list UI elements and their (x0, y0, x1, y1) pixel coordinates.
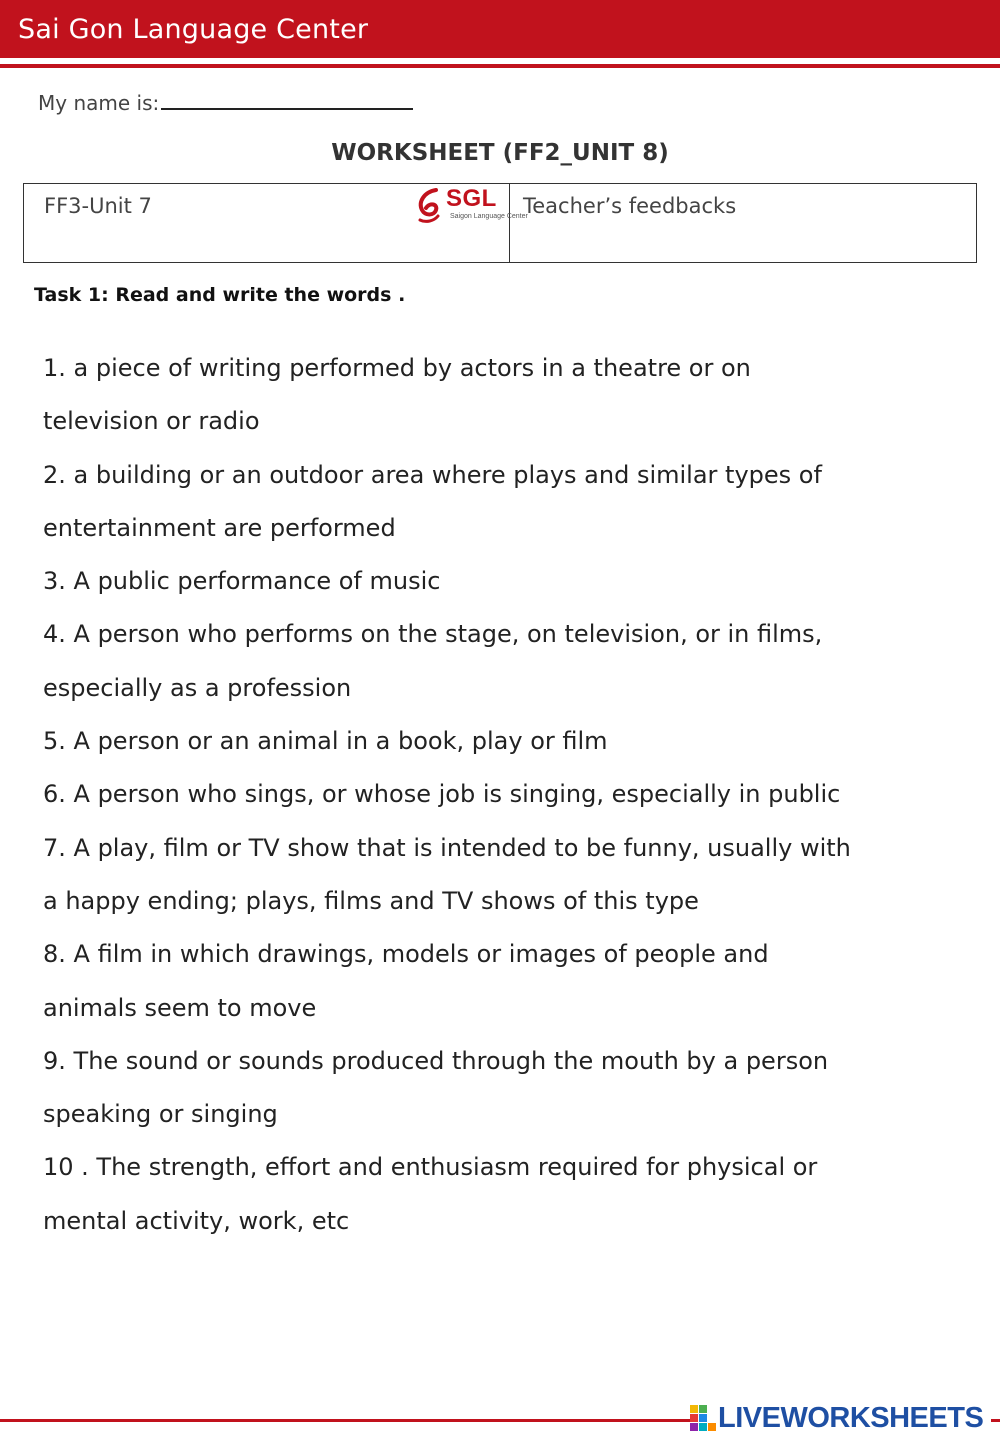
sgl-logo (412, 184, 528, 228)
task-line: mental activity, work, etc (43, 1206, 350, 1235)
task-line: a happy ending; plays, films and TV shows of this type (43, 886, 699, 915)
name-input-line[interactable] (161, 90, 413, 110)
task-line: 2. a building or an outdoor area where plays and similar types of (43, 460, 822, 489)
info-cell-feedback (510, 184, 976, 262)
worksheet-title: WORKSHEET (FF2_UNIT 8) (331, 140, 669, 166)
header-title: Sai Gon Language Center (18, 14, 369, 45)
task-line: 6. A person who sings, or whose job is singing, especially in public (43, 780, 841, 809)
liveworksheets-logo (690, 1401, 991, 1434)
unit-label: FF3-Unit 7 (44, 194, 152, 218)
feedback-label: Teacher’s feedbacks (523, 194, 737, 218)
info-table (23, 183, 977, 263)
name-field (38, 90, 413, 115)
task-line: 9. The sound or sounds produced through the mouth by a person (43, 1046, 829, 1075)
name-label: My name is: (38, 91, 160, 115)
liveworksheets-logo-icon (690, 1405, 716, 1431)
task-line: 1. a piece of writing performed by actors in a theatre or on (43, 354, 751, 382)
task-line: especially as a profession (43, 673, 352, 702)
liveworksheets-brand: LIVEWORKSHEETS (718, 1401, 984, 1434)
task-line: 5. A person or an animal in a book, play or film (43, 727, 608, 756)
task-line: 8. A film in which drawings, models or images of people and (43, 940, 769, 969)
task-line: entertainment are performed (43, 513, 396, 542)
header-divider (0, 64, 1000, 68)
task-line: 4. A person who performs on the stage, on television, or in films, (43, 620, 823, 649)
task-line: speaking or singing (43, 1100, 278, 1129)
task-items (43, 342, 988, 1248)
task-line: 10 . The strength, effort and enthusiasm required for physical or (43, 1153, 818, 1182)
sgl-swirl-icon (414, 186, 446, 226)
task-heading: Task 1: Read and write the words . (34, 284, 406, 306)
sgl-logo-subtext: Saigon Language Center (450, 213, 528, 220)
sgl-logo-text: SGL (446, 185, 497, 212)
header-bar (0, 0, 1000, 58)
task-line: 3. A public performance of music (43, 567, 441, 596)
task-line: 7. A play, film or TV show that is intended to be funny, usually with (43, 833, 851, 862)
info-cell-unit (24, 184, 528, 262)
task-line: television or radio (43, 407, 260, 436)
task-line: animals seem to move (43, 993, 317, 1022)
